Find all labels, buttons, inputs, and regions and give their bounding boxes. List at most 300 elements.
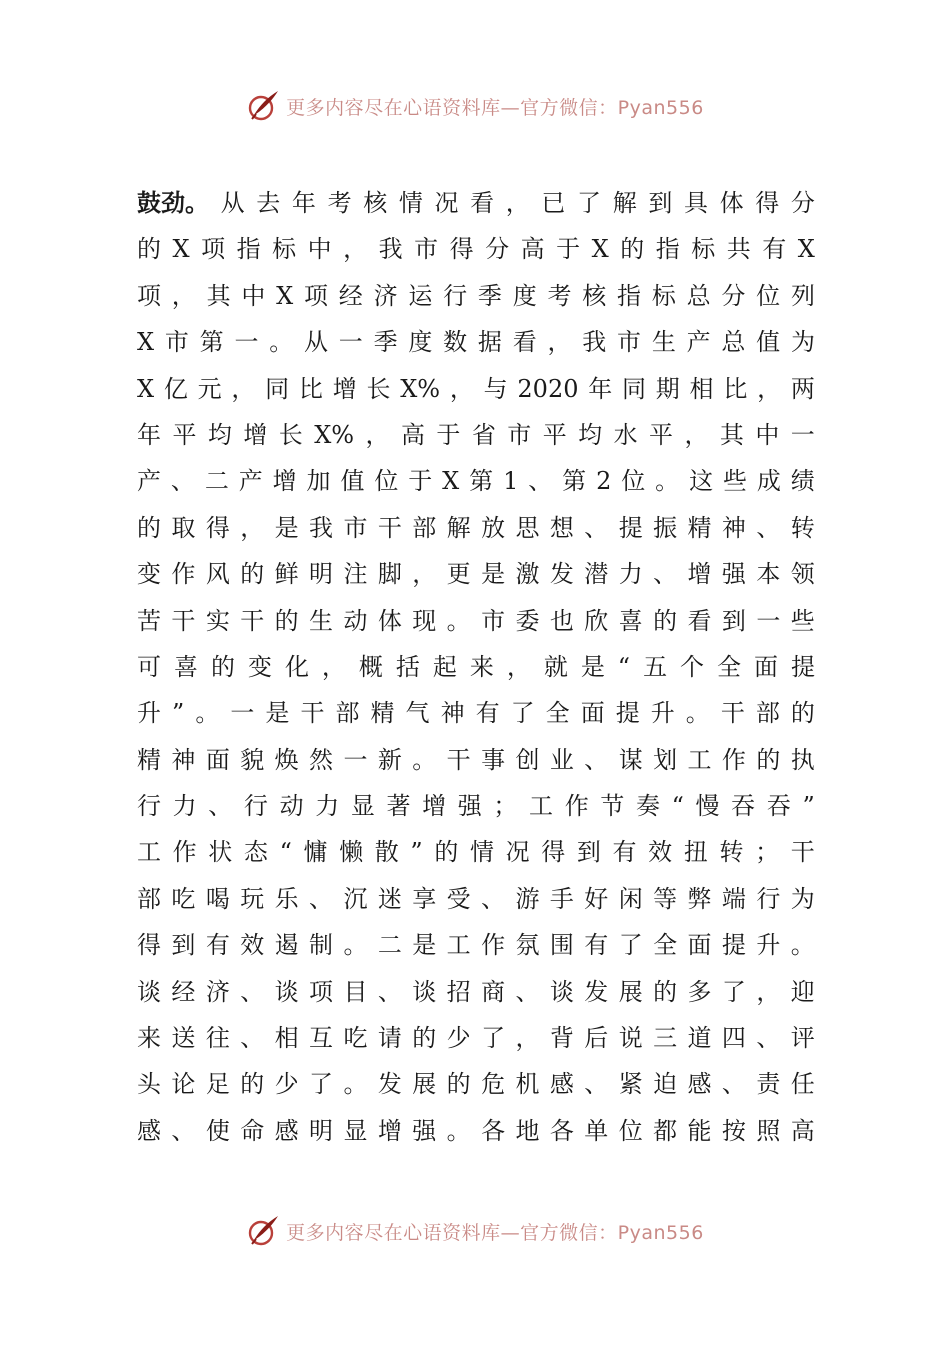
text-glyph: 感 xyxy=(549,1070,574,1099)
text-glyph: 闲 xyxy=(618,884,643,913)
text-glyph: X xyxy=(172,235,190,264)
text-glyph: 喜 xyxy=(618,606,643,635)
text-line xyxy=(137,319,815,365)
text-glyph: 、 xyxy=(171,1116,196,1145)
text-glyph: ” xyxy=(172,699,185,728)
text-glyph: 的 xyxy=(790,699,815,728)
text-glyph: 围 xyxy=(549,931,574,960)
text-glyph: 加 xyxy=(306,467,331,496)
text-glyph: 紧 xyxy=(618,1070,643,1099)
text-glyph: 的 xyxy=(412,1024,437,1053)
text-glyph: 的 xyxy=(653,606,678,635)
text-glyph: 的 xyxy=(756,745,781,774)
text-line xyxy=(137,1061,815,1107)
text-glyph: 标 xyxy=(651,281,676,310)
text-glyph: ， xyxy=(449,374,474,403)
text-glyph: 据 xyxy=(477,328,502,357)
text-glyph: 市 xyxy=(164,328,189,357)
text-line xyxy=(137,551,815,597)
text-glyph: 1 xyxy=(503,467,519,496)
text-glyph: 、 xyxy=(756,513,781,542)
text-glyph: 喜 xyxy=(173,652,198,681)
text-glyph: 起 xyxy=(432,652,457,681)
text-glyph: 、 xyxy=(584,1070,609,1099)
text-glyph: 好 xyxy=(584,884,609,913)
text-glyph: X xyxy=(137,328,155,357)
text-glyph: 已 xyxy=(541,189,566,217)
text-glyph: 可 xyxy=(137,652,161,681)
text-glyph: ， xyxy=(757,374,782,403)
text-glyph: 。 xyxy=(343,931,368,960)
text-glyph: 风 xyxy=(205,560,230,589)
text-glyph: 请 xyxy=(377,1024,402,1053)
text-glyph: 多 xyxy=(687,977,712,1006)
text-glyph: 吞 xyxy=(731,792,756,821)
text-glyph: 气 xyxy=(405,699,430,728)
text-glyph: 危 xyxy=(481,1070,506,1099)
text-glyph: 得 xyxy=(541,838,566,867)
text-glyph: 市 xyxy=(414,235,439,264)
text-glyph: 著 xyxy=(386,792,411,821)
text-glyph: 散 xyxy=(374,838,399,867)
text-glyph: 分 xyxy=(790,189,815,217)
text-glyph: 就 xyxy=(543,652,568,681)
text-glyph: 两 xyxy=(790,374,815,403)
text-glyph: 能 xyxy=(687,1116,712,1145)
text-glyph: X xyxy=(591,235,609,264)
text-glyph: 精 xyxy=(687,513,712,542)
text-glyph: 氛 xyxy=(515,931,540,960)
text-glyph: 谈 xyxy=(412,977,437,1006)
text-line xyxy=(137,366,815,412)
text-glyph: 概 xyxy=(358,652,383,681)
text-glyph: ” xyxy=(410,838,423,867)
text-glyph: 解 xyxy=(446,513,471,542)
text-glyph: 高 xyxy=(790,1116,815,1145)
text-glyph: 吞 xyxy=(766,792,791,821)
text-glyph: 是 xyxy=(265,699,290,728)
text-glyph: 考 xyxy=(547,281,572,310)
text-glyph: 、 xyxy=(309,884,334,913)
text-glyph: 明 xyxy=(309,560,334,589)
text-glyph: 吃 xyxy=(171,884,196,913)
text-glyph: 、 xyxy=(528,467,553,496)
text-glyph: 注 xyxy=(343,560,368,589)
text-glyph: 考 xyxy=(327,189,352,217)
text-glyph: 后 xyxy=(584,1024,609,1053)
text-glyph: 年 xyxy=(291,189,316,217)
text-glyph: 市 xyxy=(507,420,532,449)
text-glyph: 工 xyxy=(687,745,712,774)
text-glyph: 展 xyxy=(412,1070,437,1099)
text-glyph: 效 xyxy=(240,931,265,960)
text-glyph: 显 xyxy=(350,792,375,821)
text-glyph: 部 xyxy=(412,513,437,542)
text-glyph: 的 xyxy=(274,606,299,635)
text-glyph: 展 xyxy=(618,977,643,1006)
text-glyph: 受 xyxy=(446,884,471,913)
text-glyph: 照 xyxy=(756,1116,781,1145)
text-glyph: 发 xyxy=(377,1070,402,1099)
text-glyph: 相 xyxy=(689,374,714,403)
text-glyph: 有 xyxy=(612,838,637,867)
text-glyph: 到 xyxy=(576,838,601,867)
text-glyph: 干 xyxy=(240,606,265,635)
text-glyph: 本 xyxy=(756,560,781,589)
text-glyph: 度 xyxy=(408,328,433,357)
text-glyph: 核 xyxy=(582,281,607,310)
text-glyph: 增 xyxy=(243,420,268,449)
text-glyph: 些 xyxy=(790,606,815,635)
text-glyph: 谈 xyxy=(549,977,574,1006)
text-glyph: 分 xyxy=(721,281,746,310)
text-glyph: 产 xyxy=(137,467,161,496)
text-glyph: 慵 xyxy=(303,838,328,867)
text-glyph: 一 xyxy=(230,699,255,728)
text-glyph: 提 xyxy=(721,931,746,960)
text-glyph: 与 xyxy=(483,374,508,403)
text-glyph: 工 xyxy=(137,838,161,867)
text-glyph: 经 xyxy=(338,281,363,310)
text-glyph: 面 xyxy=(205,745,230,774)
text-glyph: 感 xyxy=(137,1116,161,1145)
text-glyph: 总 xyxy=(721,328,746,357)
text-glyph: 迷 xyxy=(377,884,402,913)
text-glyph: 动 xyxy=(279,792,304,821)
text-glyph: “ xyxy=(617,652,631,681)
text-glyph: 为 xyxy=(790,884,815,913)
text-glyph: 全 xyxy=(717,652,742,681)
text-glyph: 我 xyxy=(309,513,334,542)
text-glyph: 提 xyxy=(618,513,643,542)
text-glyph: 同 xyxy=(622,374,647,403)
text-glyph: 来 xyxy=(137,1024,161,1053)
text-glyph: 于 xyxy=(556,235,581,264)
text-glyph: 其 xyxy=(206,281,231,310)
text-glyph: 了 xyxy=(618,931,643,960)
text-glyph: 二 xyxy=(204,467,229,496)
text-glyph: 提 xyxy=(791,652,815,681)
text-glyph: 省 xyxy=(471,420,496,449)
text-glyph: ， xyxy=(505,189,530,217)
text-glyph: 。 xyxy=(790,931,815,960)
text-glyph: 机 xyxy=(515,1070,540,1099)
text-glyph: 干 xyxy=(377,513,402,542)
text-glyph: 遏 xyxy=(274,931,299,960)
text-glyph: 。 xyxy=(446,1116,471,1145)
text-glyph: 吃 xyxy=(343,1024,368,1053)
text-glyph: 生 xyxy=(651,328,676,357)
text-glyph: 迎 xyxy=(790,977,815,1006)
text-glyph: 比 xyxy=(723,374,748,403)
text-glyph: 指 xyxy=(655,235,680,264)
text-glyph: ， xyxy=(321,652,346,681)
text-glyph: 谈 xyxy=(274,977,299,1006)
text-glyph: 、 xyxy=(515,977,540,1006)
text-glyph: 各 xyxy=(481,1116,506,1145)
text-glyph: 明 xyxy=(309,1116,334,1145)
text-glyph: 部 xyxy=(755,699,780,728)
text-glyph: 来 xyxy=(469,652,494,681)
text-line xyxy=(137,969,815,1015)
text-glyph: 实 xyxy=(205,606,230,635)
text-glyph: 责 xyxy=(756,1070,781,1099)
text-glyph: 行 xyxy=(756,884,781,913)
text-glyph: ， xyxy=(506,652,531,681)
text-glyph: 论 xyxy=(171,1070,196,1099)
text-glyph: 精 xyxy=(370,699,395,728)
text-glyph: 个 xyxy=(680,652,705,681)
text-glyph: 我 xyxy=(378,235,403,264)
text-glyph: 得 xyxy=(137,931,161,960)
text-glyph: 变 xyxy=(247,652,272,681)
text-glyph: 互 xyxy=(309,1024,334,1053)
text-glyph: 核 xyxy=(363,189,388,217)
text-glyph: 手 xyxy=(549,884,574,913)
text-glyph: 、 xyxy=(584,745,609,774)
text-line xyxy=(137,226,815,272)
text-glyph: 一 xyxy=(338,328,363,357)
text-glyph: 解 xyxy=(612,189,637,217)
text-glyph: 到 xyxy=(648,189,673,217)
text-glyph: 亿 xyxy=(163,374,188,403)
text-glyph: ； xyxy=(493,792,518,821)
text-glyph: 取 xyxy=(171,513,196,542)
text-glyph: 得 xyxy=(755,189,780,217)
text-line xyxy=(137,876,815,922)
text-glyph: 括 xyxy=(395,652,420,681)
text-glyph: 脚 xyxy=(377,560,402,589)
text-glyph: 水 xyxy=(613,420,638,449)
text-glyph: 地 xyxy=(515,1116,540,1145)
text-glyph: ， xyxy=(515,1024,540,1053)
text-glyph: 全 xyxy=(653,931,678,960)
text-glyph: 思 xyxy=(515,513,540,542)
text-glyph: 神 xyxy=(721,513,746,542)
text-glyph: 到 xyxy=(721,606,746,635)
text-glyph: 市 xyxy=(617,328,642,357)
text-glyph: 升 xyxy=(137,699,161,728)
text-glyph: 往 xyxy=(205,1024,230,1053)
text-glyph: 的 xyxy=(240,560,265,589)
text-glyph: 的 xyxy=(240,1070,265,1099)
quill-pen-logo-icon xyxy=(246,89,280,123)
text-glyph: 运 xyxy=(408,281,433,310)
text-glyph: ， xyxy=(547,328,572,357)
text-glyph: 去 xyxy=(256,189,281,217)
text-glyph: 少 xyxy=(274,1070,299,1099)
text-glyph: 委 xyxy=(515,606,540,635)
text-glyph: 貌 xyxy=(240,745,265,774)
text-glyph: 转 xyxy=(719,838,744,867)
banner-caption: 更多内容尽在心语资料库—官方微信： xyxy=(286,1221,618,1244)
text-glyph: 的 xyxy=(434,838,459,867)
text-glyph: 二 xyxy=(377,931,402,960)
text-glyph: 一 xyxy=(790,420,815,449)
text-glyph: 是 xyxy=(580,652,605,681)
text-line xyxy=(137,922,815,968)
text-glyph: 成 xyxy=(756,467,781,496)
text-glyph: 、 xyxy=(240,1024,265,1053)
text-glyph: 行 xyxy=(443,281,468,310)
text-glyph: ， xyxy=(756,977,781,1006)
text-glyph: 说 xyxy=(618,1024,643,1053)
text-glyph: 。 xyxy=(685,699,710,728)
text-glyph: 作 xyxy=(172,838,197,867)
text-glyph: 游 xyxy=(515,884,540,913)
text-line xyxy=(137,273,815,319)
text-glyph: 产 xyxy=(238,467,263,496)
text-glyph: 情 xyxy=(469,838,494,867)
text-glyph: 产 xyxy=(686,328,711,357)
text-glyph: 提 xyxy=(615,699,640,728)
text-glyph: 鲜 xyxy=(274,560,299,589)
text-glyph: 有 xyxy=(584,931,609,960)
text-glyph: 感 xyxy=(687,1070,712,1099)
text-glyph: 位 xyxy=(618,1116,643,1145)
text-glyph: 命 xyxy=(240,1116,265,1145)
text-glyph: 五 xyxy=(643,652,668,681)
text-glyph: 潜 xyxy=(584,560,609,589)
text-glyph: 度 xyxy=(512,281,537,310)
text-glyph: 增 xyxy=(687,560,712,589)
text-glyph: 的 xyxy=(446,1070,471,1099)
text-glyph: 是 xyxy=(481,560,506,589)
text-glyph: ， xyxy=(365,420,390,449)
text-glyph: 享 xyxy=(412,884,437,913)
text-glyph: 等 xyxy=(653,884,678,913)
text-glyph: 有 xyxy=(475,699,500,728)
text-line xyxy=(137,412,815,458)
text-glyph: X xyxy=(797,235,815,264)
text-glyph: 作 xyxy=(171,560,196,589)
text-glyph: 数 xyxy=(443,328,468,357)
wechat-handle: Pyan556 xyxy=(617,96,704,119)
text-glyph: 第 xyxy=(199,328,224,357)
text-glyph: 了 xyxy=(510,699,535,728)
banner-text xyxy=(286,93,704,120)
text-glyph: 中 xyxy=(755,420,780,449)
text-glyph: 部 xyxy=(335,699,360,728)
text-glyph: 项 xyxy=(201,235,226,264)
text-glyph: 增 xyxy=(272,467,297,496)
text-glyph: 济 xyxy=(373,281,398,310)
text-glyph: 市 xyxy=(343,513,368,542)
text-glyph: 第 xyxy=(469,467,494,496)
text-glyph: 激 xyxy=(515,560,540,589)
text-glyph: 升 xyxy=(756,931,781,960)
text-glyph: 从 xyxy=(304,328,328,357)
text-glyph: “ xyxy=(279,838,292,867)
text-glyph: 是 xyxy=(412,931,437,960)
text-line xyxy=(137,458,815,504)
text-glyph: 、 xyxy=(721,1070,746,1099)
text-glyph: 中 xyxy=(241,281,266,310)
text-line xyxy=(137,783,815,829)
text-glyph: 焕 xyxy=(274,745,299,774)
text-glyph: 于 xyxy=(408,467,433,496)
text-glyph: 使 xyxy=(205,1116,230,1145)
text-glyph: 动 xyxy=(343,606,368,635)
text-glyph: 态 xyxy=(243,838,268,867)
text-glyph: 同 xyxy=(265,374,290,403)
text-glyph: 我 xyxy=(582,328,607,357)
text-glyph: 玩 xyxy=(240,884,265,913)
text-glyph: 制 xyxy=(309,931,334,960)
text-glyph: 迫 xyxy=(653,1070,678,1099)
text-glyph: 季 xyxy=(373,328,398,357)
text-glyph: X% xyxy=(314,420,355,449)
text-glyph: 面 xyxy=(754,652,779,681)
text-glyph: 了 xyxy=(721,977,746,1006)
text-glyph: 相 xyxy=(274,1024,299,1053)
text-glyph: 事 xyxy=(481,745,506,774)
text-glyph: 的 xyxy=(620,235,645,264)
text-glyph: 力 xyxy=(315,792,340,821)
text-glyph: 济 xyxy=(205,977,230,1006)
text-line xyxy=(137,180,815,226)
text-glyph: 感 xyxy=(274,1116,299,1145)
text-glyph: 中 xyxy=(307,235,332,264)
text-glyph: 精 xyxy=(137,745,161,774)
text-glyph: 道 xyxy=(687,1024,712,1053)
wechat-handle: Pyan556 xyxy=(617,1221,704,1244)
text-glyph: 干 xyxy=(446,745,471,774)
text-glyph: 指 xyxy=(617,281,642,310)
text-glyph: 得 xyxy=(205,513,230,542)
text-glyph: 发 xyxy=(584,977,609,1006)
text-glyph: 振 xyxy=(653,513,678,542)
text-glyph: 懒 xyxy=(339,838,364,867)
text-glyph: 生 xyxy=(309,606,334,635)
text-glyph: 慢 xyxy=(695,792,720,821)
text-glyph: 任 xyxy=(790,1070,815,1099)
text-glyph: 谋 xyxy=(618,745,643,774)
text-glyph: 得 xyxy=(449,235,474,264)
text-glyph: 业 xyxy=(549,745,574,774)
text-glyph: 喝 xyxy=(205,884,230,913)
text-glyph: 的 xyxy=(137,235,161,264)
text-glyph: 、 xyxy=(653,560,678,589)
text-glyph: 力 xyxy=(172,792,197,821)
text-glyph: 况 xyxy=(434,189,459,217)
text-glyph: 转 xyxy=(790,513,815,542)
text-glyph: 作 xyxy=(721,745,746,774)
text-glyph: 行 xyxy=(137,792,161,821)
text-glyph: 、 xyxy=(584,513,609,542)
text-glyph: 少 xyxy=(446,1024,471,1053)
text-glyph: 有 xyxy=(205,931,230,960)
text-glyph: 面 xyxy=(687,931,712,960)
text-glyph: 季 xyxy=(477,281,502,310)
text-glyph: 强 xyxy=(412,1116,437,1145)
text-glyph: 从 xyxy=(220,189,245,217)
lead-bold-text: 鼓劲。 xyxy=(137,188,209,217)
text-glyph: 神 xyxy=(440,699,465,728)
text-glyph: 商 xyxy=(481,977,506,1006)
text-glyph: 更 xyxy=(446,560,471,589)
text-glyph: 行 xyxy=(243,792,268,821)
text-glyph: 。 xyxy=(195,699,220,728)
text-glyph: 扭 xyxy=(683,838,708,867)
text-line xyxy=(137,1015,815,1061)
text-glyph: 了 xyxy=(481,1024,506,1053)
text-glyph: 到 xyxy=(171,931,196,960)
text-glyph: 分 xyxy=(485,235,510,264)
text-glyph: 期 xyxy=(655,374,680,403)
text-glyph: 各 xyxy=(549,1116,574,1145)
text-glyph: 均 xyxy=(207,420,232,449)
